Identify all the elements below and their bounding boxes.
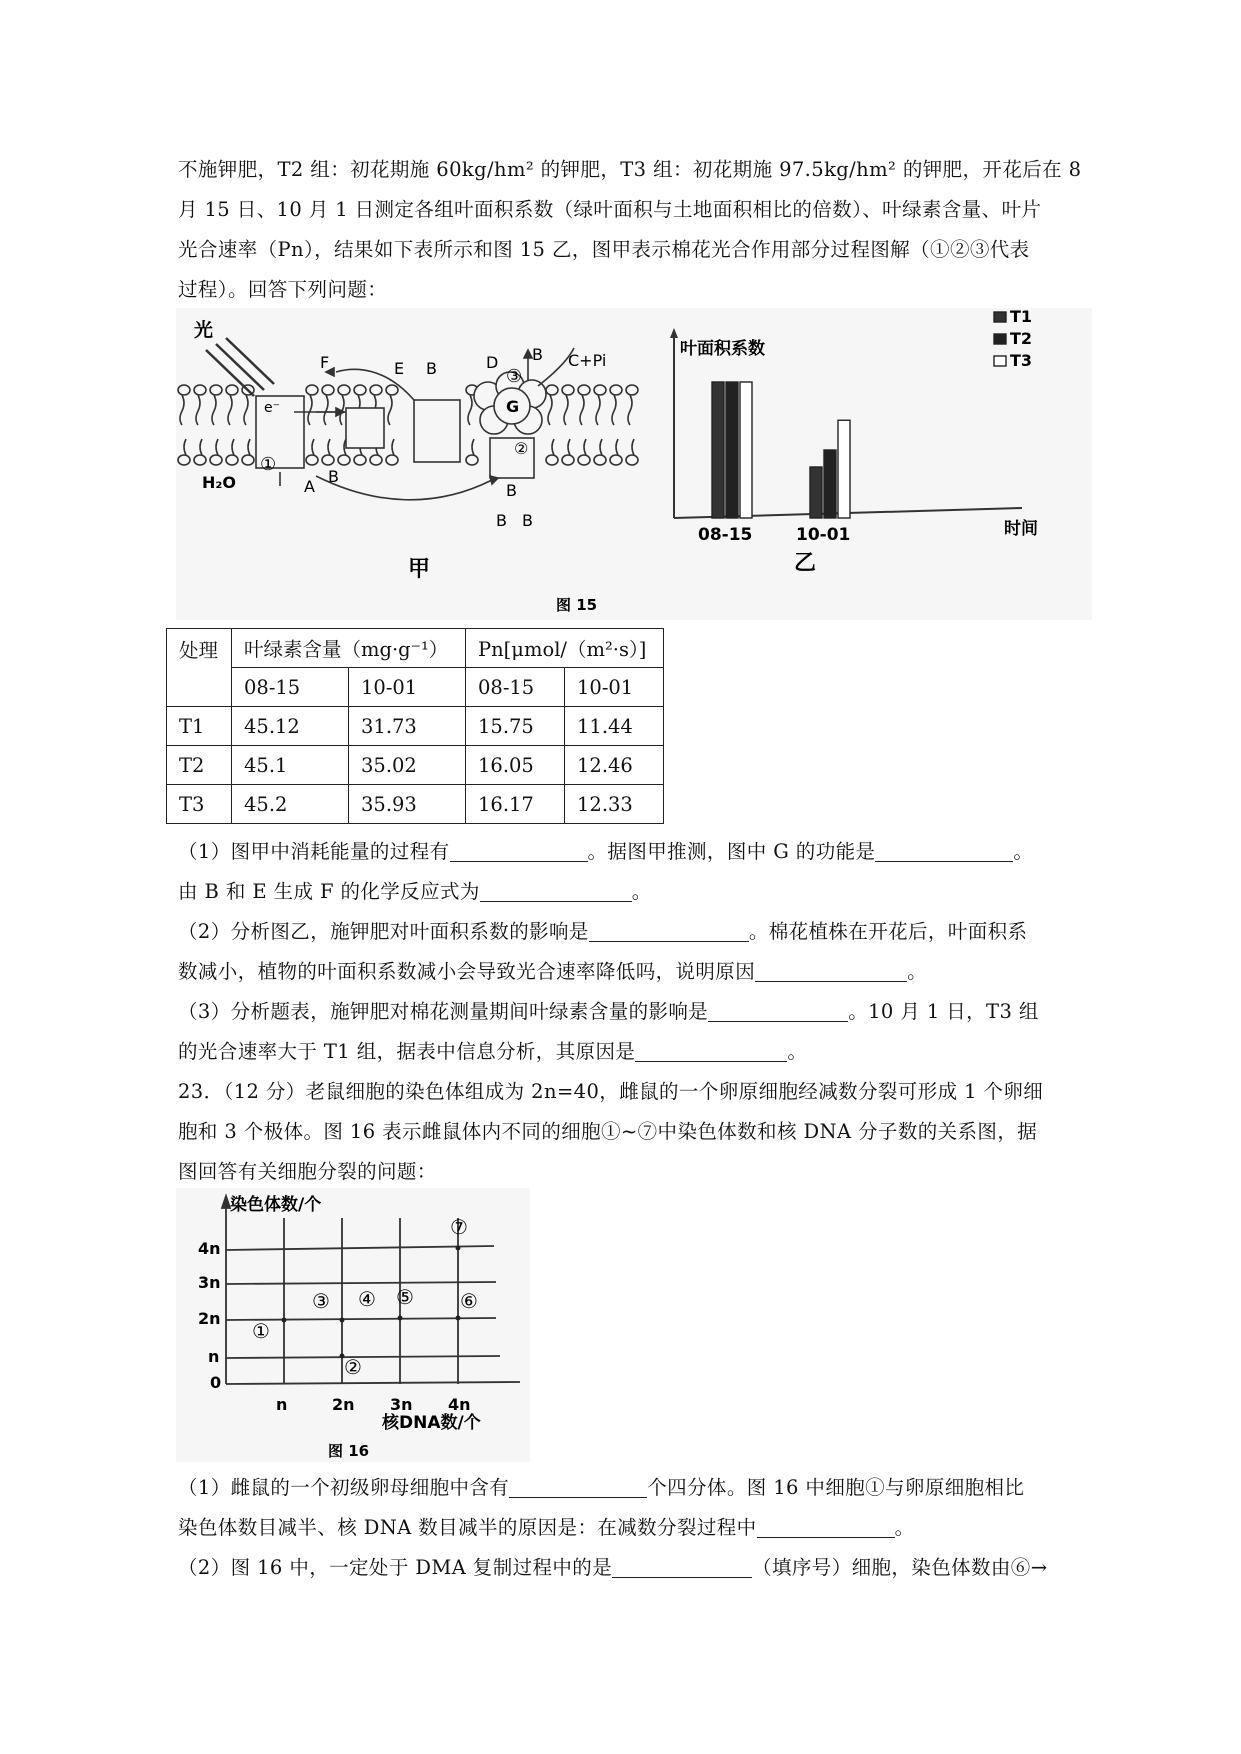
lipid-tail (596, 395, 600, 425)
lipid-tail (180, 395, 184, 425)
cell-2-marker: ② (344, 1355, 362, 1379)
cell-5-marker: ⑤ (396, 1285, 414, 1309)
cell-6-marker: ⑥ (460, 1289, 478, 1313)
y-axis-arrow (670, 328, 678, 338)
circle-1-label: ① (260, 454, 277, 475)
table-cell: 12.46 (565, 746, 664, 785)
q23-subquestions (178, 1468, 1088, 1588)
q22-1-line2 (178, 872, 1088, 912)
lipid-tail (184, 439, 186, 455)
lipid-tail (568, 439, 570, 455)
lipid-head (322, 455, 334, 465)
lipid-tail (200, 439, 202, 455)
table-row (167, 785, 664, 824)
lipid-head (594, 385, 606, 395)
legend-swatch-t3 (994, 356, 1006, 366)
q23-2-line1 (178, 1548, 1088, 1588)
answer-blank[interactable] (509, 1475, 647, 1498)
text-span: 。 (1013, 840, 1034, 863)
lipid-head (594, 455, 606, 465)
lipid-head (546, 385, 558, 395)
lipid-tail (468, 395, 472, 425)
lipid-head (210, 455, 222, 465)
figure-16 (176, 1188, 530, 1462)
lipid-head (194, 385, 206, 395)
legend-label-t3: T3 (1010, 351, 1033, 370)
q23-intro-line: 胞和 3 个极体。图 16 表示雌鼠体内不同的细胞①~⑦中染色体数和核 DNA 分子数的关系图，据 (178, 1120, 1038, 1143)
text-span: 。10 月 1 日，T3 组 (848, 1000, 1039, 1023)
header-chlorophyll: 叶绿素含量（mg·g⁻¹） (232, 629, 466, 668)
answer-blank[interactable] (480, 879, 632, 902)
lipid-head (226, 385, 238, 395)
text-span: （2）图 16 中，一定处于 DMA 复制过程中的是 (178, 1556, 613, 1579)
text-span: 的光合速率大于 T1 组，据表中信息分析，其原因是 (178, 1040, 636, 1063)
lipid-head (466, 455, 478, 465)
lipid-tail (312, 439, 314, 455)
lipid-tail (616, 439, 618, 455)
bar-t3-10-01 (838, 420, 850, 518)
intro-line: 过程）。回答下列问题： (178, 278, 388, 301)
lipid-head (626, 455, 638, 465)
lipid-head (370, 455, 382, 465)
date-cell: 10-01 (349, 668, 466, 707)
q23-1-line2 (178, 1508, 1088, 1548)
circle-2-label: ② (514, 439, 529, 458)
y-tick: 2n (198, 1309, 221, 1328)
answer-blank[interactable] (755, 959, 907, 982)
x-tick-label: 08-15 (698, 525, 753, 545)
lipid-tail (196, 395, 200, 425)
q22-2-line2 (178, 952, 1088, 992)
lipid-head (354, 455, 366, 465)
q22-3-line2 (178, 1032, 1088, 1072)
lipid-head (242, 455, 254, 465)
q23-1-line1 (178, 1468, 1088, 1508)
cell-7-marker: ⑦ (450, 1215, 468, 1239)
label-g: G (506, 397, 520, 416)
answer-blank[interactable] (708, 999, 848, 1022)
lipid-tail (212, 395, 216, 425)
header-treatment: 处理 (167, 629, 232, 707)
y-tick: 4n (198, 1239, 221, 1258)
table-cell: 35.02 (349, 746, 466, 785)
text-span: 。 (787, 1040, 808, 1063)
figure-16-svg (176, 1188, 530, 1462)
label-a: A (304, 477, 315, 496)
lipid-tail (628, 395, 632, 425)
table-header-row (167, 629, 664, 668)
text-span: （填序号）细胞，染色体数由⑥→ (752, 1556, 1048, 1579)
answer-blank[interactable] (875, 839, 1013, 862)
lipid-tail (552, 439, 554, 455)
legend-label-t2: T2 (1010, 329, 1033, 348)
bar-t2-08-15 (726, 382, 738, 518)
bar-t3-08-15 (740, 382, 752, 518)
x-tick: 2n (332, 1395, 355, 1414)
header-pn: Pn[μmol/（m²·s）] (466, 629, 664, 668)
lipid-tail (216, 439, 218, 455)
y-tick: n (208, 1347, 220, 1366)
legend-swatch-t1 (994, 312, 1006, 322)
table-cell: 45.2 (232, 785, 349, 824)
date-cell: 08-15 (232, 668, 349, 707)
lipid-tail (580, 395, 584, 425)
lipid-tail (600, 439, 602, 455)
lipid-tail (612, 395, 616, 425)
lipid-head (226, 455, 238, 465)
chart-ylabel: 叶面积系数 (680, 339, 765, 359)
bar-t1-10-01 (810, 467, 822, 518)
bar-t1-08-15 (712, 382, 724, 518)
x-tick-label: 10-01 (796, 525, 851, 545)
x-tick: n (276, 1395, 288, 1414)
lipid-head (178, 385, 190, 395)
text-span: 个四分体。图 16 中细胞①与卵原细胞相比 (647, 1476, 1025, 1499)
text-span: （1）图甲中消耗能量的过程有 (178, 840, 450, 863)
table-cell: 16.17 (466, 785, 565, 824)
table-date-row (167, 668, 664, 707)
label-f: F (320, 353, 330, 372)
text-span: （3）分析题表，施钾肥对棉花测量期间叶绿素含量的影响是 (178, 1000, 709, 1023)
table-row (167, 707, 664, 746)
intro-line: 不施钾肥，T2 组：初花期施 60kg/hm² 的钾肥，T3 组：初花期施 97.5kg/hm² 的钾肥，开花后在 8 (178, 158, 1082, 181)
lipid-head (306, 385, 318, 395)
cell-3-marker: ③ (312, 1289, 330, 1313)
text-span: 。 (894, 1516, 915, 1539)
table-cell: 12.33 (565, 785, 664, 824)
lipid-tail (392, 439, 394, 455)
lipid-tail (232, 439, 234, 455)
lipid-head (546, 455, 558, 465)
text-span: （2）分析图乙，施钾肥对叶面积系数的影响是 (178, 920, 589, 943)
figure-15 (176, 308, 1092, 620)
lipid-tail (248, 439, 250, 455)
text-span: 染色体数目减半、核 DNA 数目减半的原因是：在减数分裂过程中 (178, 1516, 757, 1539)
lipid-tail (308, 395, 312, 425)
y-tick: 3n (198, 1273, 221, 1292)
table-row (167, 746, 664, 785)
label-b: B (328, 467, 339, 486)
label-b: B (426, 359, 437, 378)
figure-16-caption: 图 16 (328, 1442, 370, 1460)
text-span: 。据图甲推测，图中 G 的功能是 (587, 840, 876, 863)
legend-swatch-t2 (994, 334, 1006, 344)
table-cell: 45.12 (232, 707, 349, 746)
lipid-tail (244, 395, 248, 425)
lipid-head (610, 455, 622, 465)
text-span: 。 (907, 960, 928, 983)
lipid-head (578, 385, 590, 395)
text-span: （1）雌鼠的一个初级卵母细胞中含有 (178, 1476, 510, 1499)
lipid-head (562, 385, 574, 395)
lipid-head (354, 385, 366, 395)
lipid-head (386, 455, 398, 465)
table-cell: 15.75 (466, 707, 565, 746)
lipid-tail (324, 395, 328, 425)
lipid-tail (564, 395, 568, 425)
fig16-ylabel: 染色体数/个 (230, 1195, 322, 1215)
lipid-tail (632, 439, 634, 455)
q23-intro-line: 23．（12 分）老鼠细胞的染色体组成为 2n=40，雌鼠的一个卵原细胞经减数分裂可形成 1 个卵细 (178, 1080, 1044, 1103)
text-span: 由 B 和 E 生成 F 的化学反应式为 (178, 880, 480, 903)
lipid-head (322, 385, 334, 395)
text-span: 数减小，植物的叶面积系数减小会导致光合速率降低吗，说明原因 (178, 960, 756, 983)
date-cell: 10-01 (565, 668, 664, 707)
q23-intro-line: 图回答有关细胞分裂的问题： (178, 1160, 437, 1183)
table-cell: 16.05 (466, 746, 565, 785)
legend-label-t1: T1 (1010, 308, 1033, 326)
q22-1-line1 (178, 832, 1088, 872)
figure-15-svg (176, 308, 1092, 620)
table-cell: 45.1 (232, 746, 349, 785)
answer-blank[interactable] (450, 839, 588, 862)
label-b: B (506, 481, 517, 500)
text-span: 。 (631, 880, 652, 903)
answer-blank[interactable] (612, 1555, 752, 1578)
x-tick: 4n (448, 1395, 471, 1414)
lipid-tail (328, 439, 330, 455)
label-b: B (532, 345, 543, 364)
intro-line: 月 15 日、10 月 1 日测定各组叶面积系数（绿叶面积与土地面积相比的倍数）、叶绿素含量、叶片 (178, 198, 1042, 221)
lipid-head (578, 455, 590, 465)
table-cell: T3 (167, 785, 232, 824)
lipid-head (306, 455, 318, 465)
lipid-head (626, 385, 638, 395)
lipid-head (386, 385, 398, 395)
chart-xlabel: 时间 (1004, 519, 1038, 539)
lipid-head (338, 455, 350, 465)
lipid-head (370, 385, 382, 395)
label-b: B (522, 511, 533, 530)
table-cell: 31.73 (349, 707, 466, 746)
answer-blank[interactable] (635, 1039, 787, 1062)
lipid-tail (548, 395, 552, 425)
y-tick: 0 (210, 1373, 222, 1392)
table-cell: 35.93 (349, 785, 466, 824)
figure-jia-title: 甲 (408, 557, 431, 582)
lipid-tail (388, 395, 392, 425)
lipid-tail (228, 395, 232, 425)
answer-blank[interactable] (589, 919, 749, 942)
fig16-xlabel: 核DNA数/个 (382, 1413, 481, 1433)
h2o-label: H₂O (202, 473, 236, 492)
answer-blank[interactable] (757, 1515, 895, 1538)
q22-2-line1 (178, 912, 1088, 952)
chart-title: 乙 (794, 551, 817, 576)
intro-paragraph (178, 150, 1088, 310)
table-cell: 11.44 (565, 707, 664, 746)
data-table (166, 628, 664, 824)
lipid-head (210, 385, 222, 395)
date-cell: 08-15 (466, 668, 565, 707)
bar-t2-10-01 (824, 450, 836, 518)
cell-4-marker: ④ (358, 1287, 376, 1311)
cell-1-marker: ① (252, 1319, 270, 1343)
text-span: 。棉花植株在开花后，叶面积系 (748, 920, 1028, 943)
light-label: 光 (194, 319, 214, 341)
label-e: E (394, 359, 405, 378)
cpi-label: C+Pi (568, 351, 607, 370)
electron-label: e⁻ (264, 400, 281, 416)
lipid-head (194, 455, 206, 465)
intro-line: 光合速率（Pn），结果如下表所示和图 15 乙，图甲表示棉花光合作用部分过程图解（①②③代表 (178, 238, 1030, 261)
lipid-tail (472, 439, 474, 455)
q22-subquestions (178, 832, 1088, 1192)
q22-3-line1 (178, 992, 1088, 1032)
lipid-head (338, 385, 350, 395)
label-d: D (486, 353, 499, 372)
lipid-head (178, 455, 190, 465)
circle-3-label: ③ (506, 366, 523, 387)
lipid-head (610, 385, 622, 395)
lipid-head (562, 455, 574, 465)
table-cell: T1 (167, 707, 232, 746)
table-cell: T2 (167, 746, 232, 785)
phospholipid-heads-bottom (178, 439, 638, 465)
lipid-tail (584, 439, 586, 455)
x-tick: 3n (390, 1395, 413, 1414)
figure-15-caption: 图 15 (556, 596, 598, 614)
label-b: B (496, 511, 507, 530)
